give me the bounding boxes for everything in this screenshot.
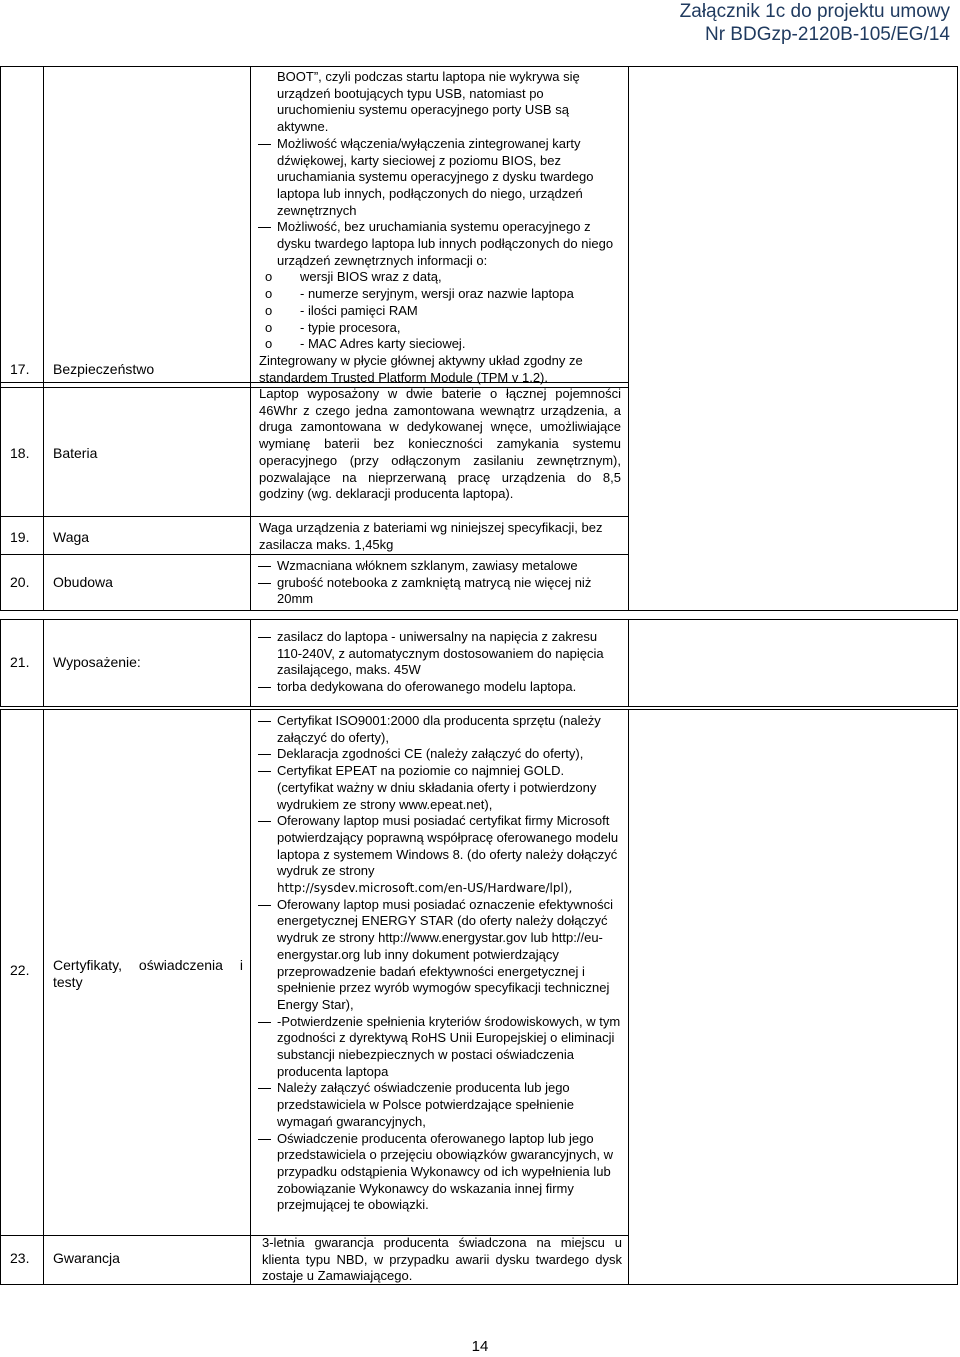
row-23-name: Gwarancja <box>53 1250 120 1266</box>
row-23-text: 3-letnia gwarancja producenta świadczona na miejscu u klienta typu NBD, w przypadku awarii dysku twardego dysk zostaje u Zamawiającego. <box>262 1235 622 1284</box>
bios-info-subitem: o wersji BIOS wraz z datą, <box>256 269 621 286</box>
certificate-item: Oferowany laptop musi posiadać oznaczenie efektywności energetycznej ENERGY STAR (do oferty należy dołączyć wydruk ze strony http://www.energystar.gov lub http://eu-energystar.org lub inny dokument potwierdzający przeprowadzenie badań efektywności energetycznej i spełnienie przez wyrób wymogów specyfikacji technicznej Energy Star), <box>256 897 624 1014</box>
certificate-item: Oferowany laptop musi posiadać certyfikat firmy Microsoft potwierdzający poprawną współpracę oferowanego modelu laptopa z systemem Windows 8. (do oferty należy dołączyć wydruk ze strony <box>256 813 624 880</box>
bios-info-subitem: o - MAC Adres karty sieciowej. <box>256 336 621 353</box>
header-attachment: Załącznik 1c do projektu umowy <box>679 1 950 22</box>
bios-info-subitem: o - ilości pamięci RAM <box>256 303 621 320</box>
bios-info-item: Możliwość, bez uruchamiania systemu operacyjnego z dysku twardego laptopa lub innych podłączonych do niego urządzeń zewnętrznych informacji o: <box>256 219 621 269</box>
equipment-item: torba dedykowana do oferowanego modelu laptopa. <box>256 679 621 696</box>
row-18-text: Laptop wyposażony w dwie baterie o łącznej pojemności 46Whr z czego jedna zamontowana wewnątrz urządzenia, a druga zamontowana w dedykowanej wnęce, umożliwiające wymianę baterii bez konieczności zamykania systemu operacyjnego (przy odłączonym zasilaniu zewnętrznym), pozwalające na nieprzerwaną pracę urządzenia do 8,5 godziny (wg. deklaracji producenta laptopa). <box>259 386 621 502</box>
certificate-item: Należy załączyć oświadczenie producenta lub jego przedstawiciela w Polsce potwierdzające spełnienie wymagań gwarancyjnych, <box>256 1080 624 1130</box>
row-20-name: Obudowa <box>53 574 113 590</box>
bios-info-subitem: o - typie procesora, <box>256 320 621 337</box>
row-22-number: 22. <box>10 962 30 978</box>
certificate-item: Certyfikat EPEAT na poziomie co najmniej GOLD. (certyfikat ważny w dniu składania oferty i potwierdzony wydrukiem ze strony www.epeat.net), <box>256 763 624 813</box>
boot-usb-text: BOOT”, czyli podczas startu laptopa nie wykrywa się urządzeń bootujących typu USB, natomiast po uruchomieniu systemu operacyjnego porty USB są aktywne. <box>277 69 580 135</box>
certificate-item: Certyfikat ISO9001:2000 dla producenta sprzętu (należy załączyć do oferty), <box>256 713 624 746</box>
row-20-content <box>256 558 621 608</box>
row-17-text: Zintegrowany w płycie głównej aktywny układ zgodny ze standardem Trusted Platform Module (TPM v 1.2). <box>259 353 583 385</box>
row-18-number: 18. <box>10 445 30 461</box>
row-18-name: Bateria <box>53 445 98 461</box>
row-19-name: Waga <box>53 529 90 545</box>
equipment-item: zasilacz do laptopa - uniwersalny na napięcia z zakresu 110-240V, z automatycznym dostosowaniem do napięcia zasilającego, maks. 45W <box>256 629 621 679</box>
row-22-name <box>53 957 243 991</box>
row-21-number: 21. <box>10 654 30 670</box>
row-22-name-text: Certyfikaty, oświadczenia i testy <box>53 957 243 990</box>
page-number: 14 <box>471 1338 489 1355</box>
bios-toggle-item: Możliwość włączenia/wyłączenia zintegrowanej karty dźwiękowej, karty sieciowej z poziomu BIOS, bez uruchamiania systemu operacyjnego z dysku twardego laptopa lub innych, podłączonych do niego, urządzeń zewnętrznych <box>256 136 621 220</box>
row-17-number: 17. <box>10 361 30 377</box>
row-19-number: 19. <box>10 529 30 545</box>
housing-item: Wzmacniana włóknem szklanym, zawiasy metalowe <box>256 558 621 575</box>
housing-item: grubość notebooka z zamkniętą matrycą nie więcej niż 20mm <box>256 575 621 608</box>
document-header <box>680 0 950 46</box>
certificate-item: Deklaracja zgodności CE (należy załączyć do oferty), <box>256 746 624 763</box>
row-16-content <box>256 69 621 353</box>
row-21-name: Wyposażenie: <box>53 654 141 670</box>
bios-info-subitem: o - numerze seryjnym, wersji oraz nazwie laptopa <box>256 286 621 303</box>
row-23-number: 23. <box>10 1250 30 1266</box>
row-19-text: Waga urządzenia z bateriami wg niniejszej specyfikacji, bez zasilacza maks. 1,45kg <box>259 520 603 552</box>
header-reference: Nr BDGzp-2120B-105/EG/14 <box>704 24 950 45</box>
row-22-content <box>256 713 624 1214</box>
row-21-content <box>256 629 621 696</box>
certificate-item: -Potwierdzenie spełnienia kryteriów środowiskowych, w tym zgodności z dyrektywą RoHS Unii Europejskiej o eliminacji substancji niebezpiecznych w postaci oświadczenia producenta laptopa <box>256 1014 624 1081</box>
certificate-item: Oświadczenie producenta oferowanego laptop lub jego przedstawiciela o przejęciu obowiązków gwarancyjnych, w przypadku odstąpienia Wykonawcy od ich wypełnienia lub zobowiązanie Wykonawcy do wskazania innej firmy przejmującej te obowiązki. <box>256 1131 624 1215</box>
row-20-number: 20. <box>10 574 30 590</box>
microsoft-url: http://sysdev.microsoft.com/en-US/Hardware/lpl), <box>277 881 573 896</box>
row-17-name: Bezpieczeństwo <box>53 361 155 377</box>
